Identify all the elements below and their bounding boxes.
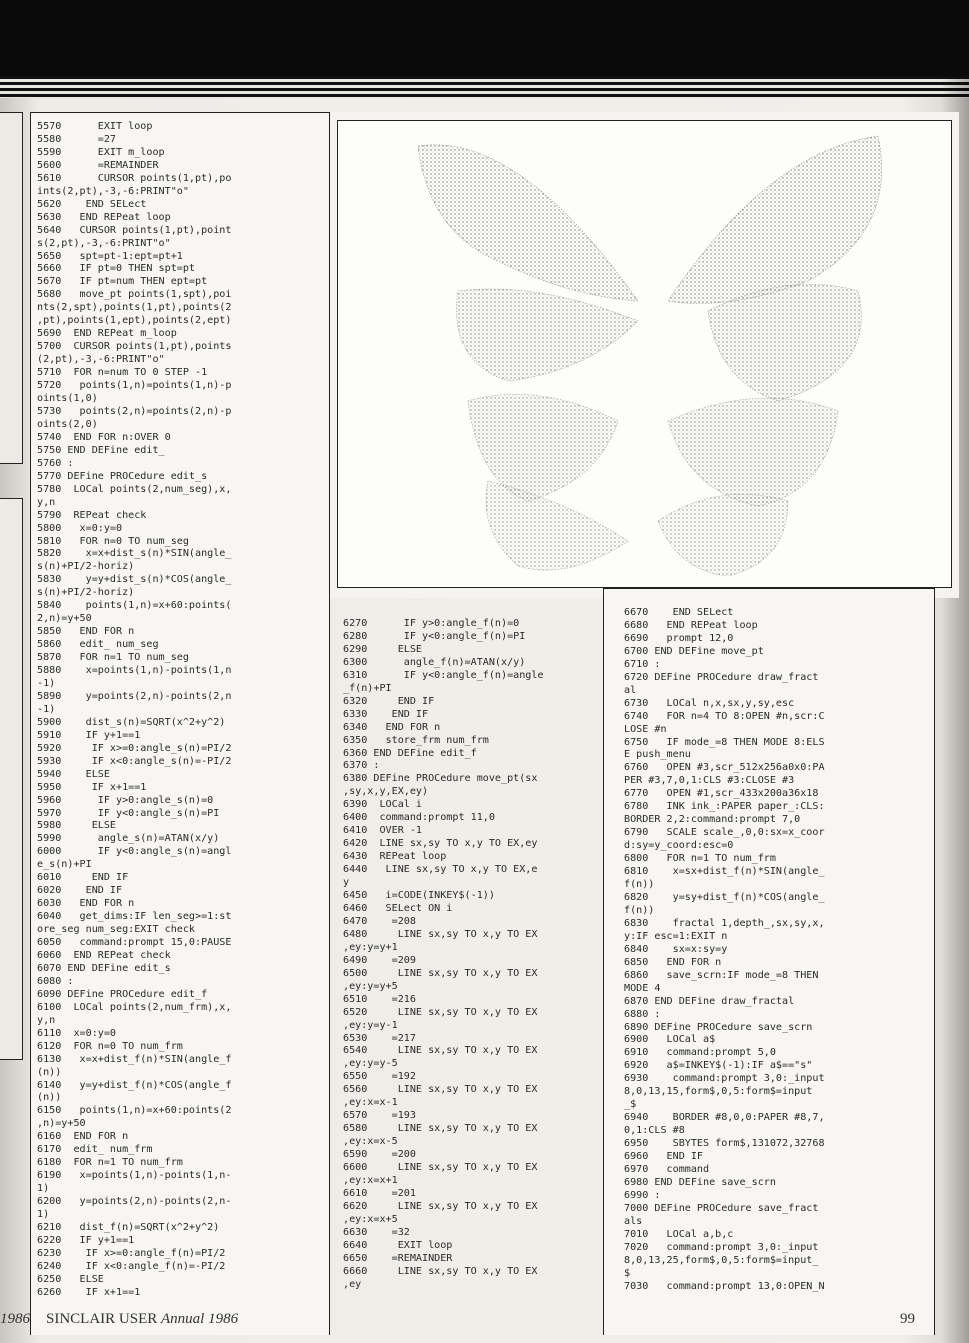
fractal-lobes	[418, 136, 882, 576]
fractal-printout-figure	[337, 120, 952, 588]
edition-name: Annual 1986	[161, 1311, 239, 1327]
previous-page-box-edge	[0, 112, 23, 464]
top-black-band	[0, 0, 969, 76]
code-listing: 5570 EXIT loop 5580 =27 5590 EXIT m_loop 5600 =REMAINDER 5610 CURSOR points(1,pt),po ints(2,pt),-3,-6:PRINT"o" 5620 END SELect 5630 END REPeat loop 5640 CURSOR points(1,pt),point s(2,pt),-3,-6:PRINT"o" 5650 spt=pt-1:ept=pt+1 5660 IF pt=0 THEN spt=pt 5670 IF pt=num THEN ept=pt 5680 move_pt points(1,spt),poi nts(2,spt),points(1,pt),points(2 ,pt),points(1,ept),points(2,ept) 5690 END REPeat m_loop 5700 CURSOR points(1,pt),points (2,pt),-3,-6:PRINT"o" 5710 FOR n=num TO 0 STEP -1 5720 points(1,n)=points(1,n)-p oints(1,0) 5730 points(2,n)=points(2,n)-p oints(2,0) 5740 END FOR n:OVER 0 5750 END DEFine edit_ 5760 : 5770 DEFine PROCedure edit_s 5780 LOCal points(2,num_seg),x, y,n 5790 REPeat check 5800 x=0:y=0 5810 FOR n=0 TO num_seg 5820 x=x+dist_s(n)*SIN(angle_ s(n)+PI/2-horiz) 5830 y=y+dist_s(n)*COS(angle_ s(n)+PI/2-horiz) 5840 points(1,n)=x+60:points( 2,n)=y+50 5850 END FOR n 5860 edit_ num_seg 5870 FOR n=1 TO num_seg 5880 x=points(1,n)-points(1,n -1) 5890 y=points(2,n)-points(2,n -1) 5900 dist_s(n)=SQRT(x^2+y^2) 5910 IF y+1==1 5920 IF x>=0:angle_s(n)=PI/2 5930 IF x<0:angle_s(n)=-PI/2 5940 ELSE 5950 IF x+1==1 5960 IF y>0:angle_s(n)=0 5970 IF y<0:angle_s(n)=PI 5980 ELSE 5990 angle_s(n)=ATAN(x/y) 6000 IF y<0:angle_s(n)=angl e_s(n)+PI 6010 END IF 6020 END IF 6030 END FOR n 6040 get_dims:IF len_seg>=1:st ore_seg num_seg:EXIT check 6050 command:prompt 15,0:PAUSE 6060 END REPeat check 6070 END DEFine edit_s 6080 : 6090 DEFine PROCedure edit_f 6100 LOCal points(2,num_frm),x, y,n 6110 x=0:y=0 6120 FOR n=0 TO num_frm 6130 x=x+dist_f(n)*SIN(angle_f (n)) 6140 y=y+dist_f(n)*COS(angle_f (n)) 6150 points(1,n)=x+60:points(2 ,n)=y+50 6160 END FOR n 6170 edit_ num_frm 6180 FOR n=1 TO num_frm 6190 x=points(1,n)-points(1,n- 1) 6200 y=points(2,n)-points(2,n- 1) 6210 dist_f(n)=SQRT(x^2+y^2) 6220 IF y+1==1 6230 IF x>=0:angle_f(n)=PI/2 6240 IF x<0:angle_f(n)=-PI/2 6250 ELSE 6260 IF x+1==1	[37, 121, 232, 1298]
listing-column-2	[326, 618, 612, 1334]
magazine-name: SINCLAIR USER	[46, 1311, 158, 1327]
header-stripes	[0, 76, 969, 98]
fractal-butterfly-image	[338, 121, 951, 587]
listing-column-1	[30, 112, 330, 1335]
page-number: 99	[900, 1311, 915, 1327]
code-listing: 6670 END SELect 6680 END REPeat loop 6690 prompt 12,0 6700 END DEFine move_pt 6710 : 6720 DEFine PROCedure draw_fract al 6730 LOCal n,x,sx,y,sy,esc 6740 FOR n=4 TO 8:OPEN #n,scr:C LOSE #n 6750 IF mode_=8 THEN MODE 8:ELS E push_menu 6760 OPEN #3,scr_512x256a0x0:PA PER #3,7,0,1:CLS #3:CLOSE #3 6770 OPEN #1,scr_433x200a36x18 6780 INK ink_:PAPER paper_:CLS: BORDER 2,2:command:prompt 7,0 6790 SCALE scale_,0,0:sx=x_coor d:sy=y_coord:esc=0 6800 FOR n=1 TO num_frm 6810 x=sx+dist_f(n)*SIN(angle_ f(n)) 6820 y=sy+dist_f(n)*COS(angle_ f(n)) 6830 fractal 1,depth_,sx,sy,x, y:IF esc=1:EXIT n 6840 sx=x:sy=y 6850 END FOR n 6860 save_scrn:IF mode_=8 THEN MODE 4 6870 END DEFine draw_fractal 6880 : 6890 DEFine PROCedure save_scrn 6900 LOCal a$ 6910 command:prompt 5,0 6920 a$=INKEY$(-1):IF a$=="s" 6930 command:prompt 3,0:_input 8,0,13,15,form$,0,5:form$=input _$ 6940 BORDER #8,0,0:PAPER #8,7, 0,1:CLS #8 6950 SBYTES form$,131072,32768 6960 END IF 6970 command 6980 END DEFine save_scrn 6990 : 7000 DEFine PROCedure save_fract als 7010 LOCal a,b,c 7020 command:prompt 3,0:_input 8,0,13,25,form$,0,5:form$=input_ $ 7030 command:prompt 13,0:OPEN_N	[624, 607, 825, 1292]
code-listing: 6270 IF y>0:angle_f(n)=0 6280 IF y<0:angle_f(n)=PI 6290 ELSE 6300 angle_f(n)=ATAN(x/y) 6310 IF y<0:angle_f(n)=angle _f(n)+PI 6320 END IF 6330 END IF 6340 END FOR n 6350 store_frm num_frm 6360 END DEFine edit_f 6370 : 6380 DEFine PROCedure move_pt(sx ,sy,x,y,EX,ey) 6390 LOCal i 6400 command:prompt 11,0 6410 OVER -1 6420 LINE sx,sy TO x,y TO EX,ey 6430 REPeat loop 6440 LINE sx,sy TO x,y TO EX,e y 6450 i=CODE(INKEY$(-1)) 6460 SELect ON i 6470 =208 6480 LINE sx,sy TO x,y TO EX ,ey:y=y+1 6490 =209 6500 LINE sx,sy TO x,y TO EX ,ey:y=y+5 6510 =216 6520 LINE sx,sy TO x,y TO EX ,ey:y=y-1 6530 =217 6540 LINE sx,sy TO x,y TO EX ,ey:y=y-5 6550 =192 6560 LINE sx,sy TO x,y TO EX ,ey:x=x-1 6570 =193 6580 LINE sx,sy TO x,y TO EX ,ey:x=x-5 6590 =200 6600 LINE sx,sy TO x,y TO EX ,ey:x=x+1 6610 =201 6620 LINE sx,sy TO x,y TO EX ,ey:x=x+5 6630 =32 6640 EXIT loop 6650 =REMAINDER 6660 LINE sx,sy TO x,y TO EX ,ey	[343, 618, 544, 1290]
footer-year-stub: 1986	[0, 1311, 30, 1327]
listing-column-3	[603, 588, 935, 1335]
footer-magazine-title	[46, 1311, 238, 1328]
previous-page-box-edge	[0, 498, 23, 1060]
